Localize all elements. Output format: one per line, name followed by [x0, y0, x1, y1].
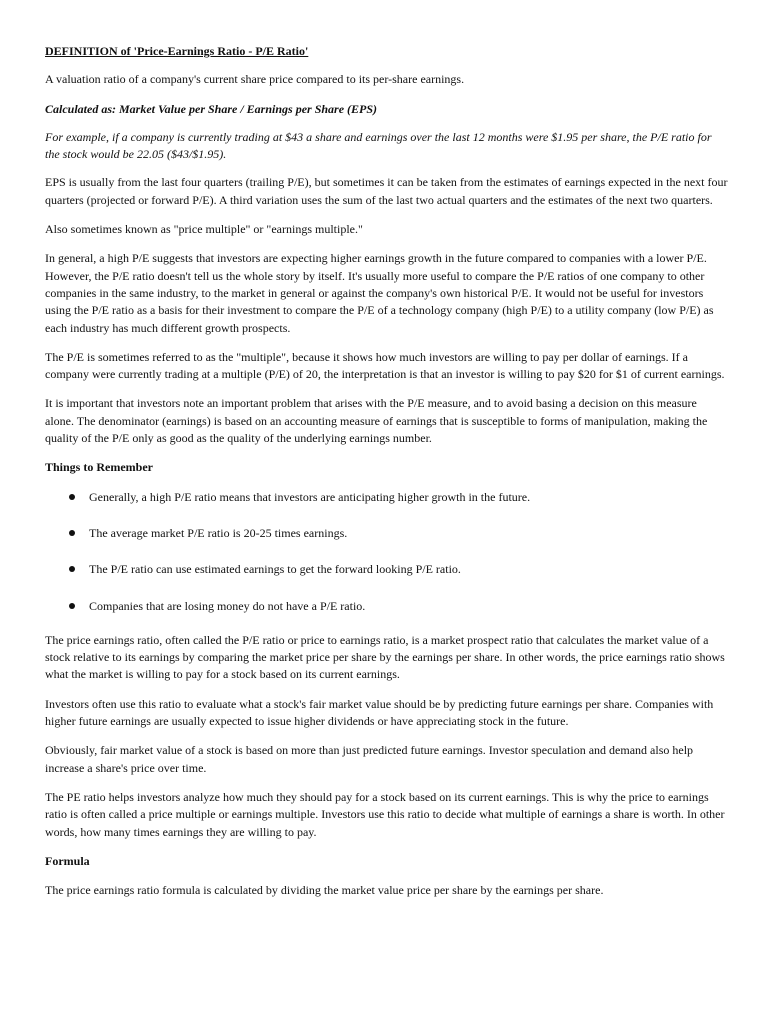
document-title: DEFINITION of 'Price-Earnings Ratio - P/E Ratio' [45, 44, 309, 58]
example-paragraph: For example, if a company is currently trading at $43 a share and earnings over the last 12 months were $1.95 per share, the P/E ratio for the stock would be 22.05 ($43/$1.95). [45, 129, 712, 162]
paragraph-fair-market-value: Obviously, fair market value of a stock is based on more than just predicted future earnings. Investor speculation and demand also help increase a share's price over time. [45, 743, 694, 775]
things-to-remember-list [45, 489, 728, 615]
things-to-remember-heading: Things to Remember [45, 460, 153, 475]
bullet-icon [69, 494, 75, 500]
list-item-text: Companies that are losing money do not have a P/E ratio. [89, 598, 366, 613]
formula-paragraph: The price earnings ratio formula is calculated by dividing the market value price per share by the earnings per share. [45, 883, 604, 898]
bullet-icon [69, 566, 75, 572]
paragraph-also-known: Also sometimes known as "price multiple" or "earnings multiple." [45, 222, 363, 237]
formula-heading: Formula [45, 853, 90, 868]
paragraph-multiple: The P/E is sometimes referred to as the "multiple", because it shows how much investors are willing to pay per dollar of earnings. If a company were currently trading at a multiple (P/E) of 20, the interpretation is that an investor is willing to pay $20 for $1 of current earnings. [45, 349, 725, 382]
paragraph-eps-quarters: EPS is usually from the last four quarters (trailing P/E), but sometimes it can be taken from the estimates of earnings expected in the next four quarters (projected or forward P/E). A third variation uses the sum of the last two actual quarters and the estimates of the next two quarters. [45, 175, 728, 207]
list-item-text: The P/E ratio can use estimated earnings to get the forward looking P/E ratio. [89, 562, 461, 577]
paragraph-important-problem: It is important that investors note an important problem that arises with the P/E measure, and to avoid basing a decision on this measure alone. The denominator (earnings) is based on an accounting measure of earnings that is susceptible to forms of manipulation, making the quality of the P/E only as good as the quality of the underlying earnings number. [45, 396, 708, 446]
list-item [45, 598, 728, 615]
list-item [45, 525, 728, 542]
bullet-icon [69, 530, 75, 536]
intro-paragraph: A valuation ratio of a company's current share price compared to its per-share earnings. [45, 72, 465, 87]
paragraph-price-earnings-definition: The price earnings ratio, often called the P/E ratio or price to earnings ratio, is a market prospect ratio that calculates the market value of a stock relative to its earnings by comparing the market price per share by the earnings per share. In other words, the price earnings ratio shows what the market is willing to pay for a stock based on its current earnings. [45, 632, 725, 682]
list-item-text: The average market P/E ratio is 20-25 times earnings. [89, 525, 348, 540]
calculated-as-line: Calculated as: Market Value per Share / Earnings per Share (EPS) [45, 101, 378, 116]
list-item [45, 561, 728, 578]
list-item-text: Generally, a high P/E ratio means that investors are anticipating higher growth in the future. [89, 489, 531, 504]
paragraph-pe-helps-investors: The PE ratio helps investors analyze how much they should pay for a stock based on its current earnings. This is why the price to earnings ratio is often called a price multiple or earnings multiple. Investors use this ratio to decide what multiple of earnings a share is worth. In other words, how many times earnings they are willing to pay. [45, 789, 725, 839]
paragraph-high-pe: In general, a high P/E suggests that investors are expecting higher earnings growth in the future compared to companies with a lower P/E. However, the P/E ratio doesn't tell us the whole story by itself. It's usually more useful to compare the P/E ratios of one company to other companies in the same industry, to the market in general or against the company's own historical P/E. It would not be useful for investors using the P/E ratio as a basis for their investment to compare the P/E of a technology company (high P/E) to a utility company (low P/E) as each industry has much different growth prospects. [45, 251, 714, 335]
list-item [45, 489, 728, 506]
paragraph-investors-evaluate: Investors often use this ratio to evaluate what a stock's fair market value should be by predicting future earnings per share. Companies with higher future earnings are usually expected to issue higher dividends or have appreciating stock in the future. [45, 696, 714, 729]
bullet-icon [69, 603, 75, 609]
